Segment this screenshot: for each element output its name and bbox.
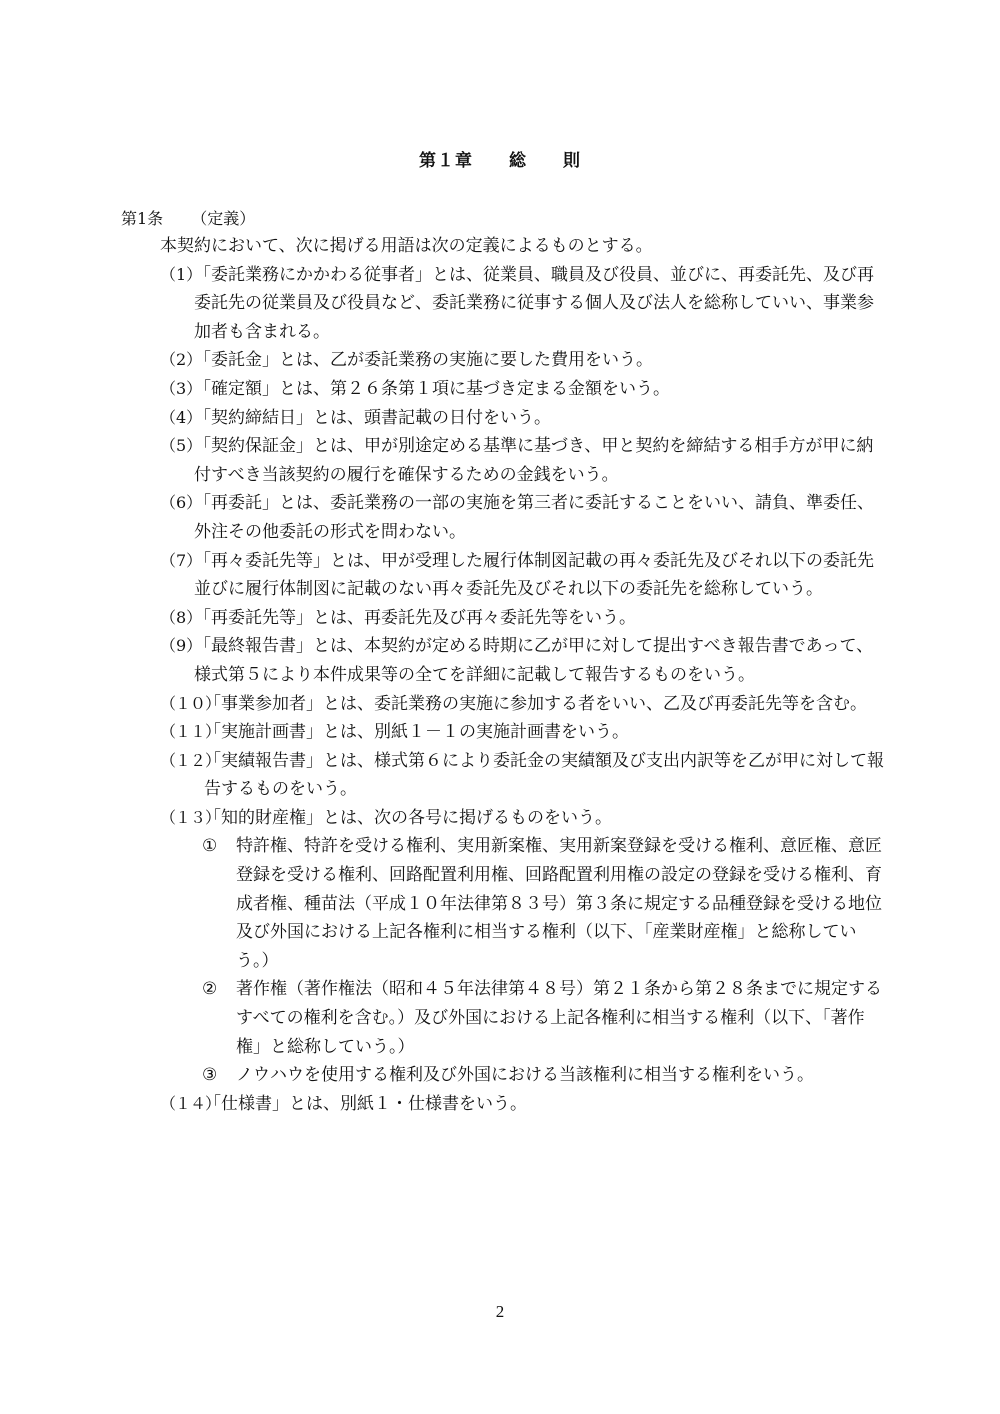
definition-number: （１２） — [160, 750, 221, 770]
definition-number: （8） — [160, 607, 203, 627]
definition-number: （3） — [160, 378, 203, 398]
definition-item — [120, 804, 890, 833]
definition-item — [120, 718, 890, 747]
definition-number: （１１） — [160, 722, 221, 742]
sub-item-number: ① — [202, 836, 218, 857]
article-heading — [121, 206, 255, 229]
definition-item — [120, 346, 890, 375]
definition-number: （4） — [160, 407, 203, 427]
article-body — [120, 232, 890, 1118]
definition-item — [120, 690, 890, 719]
definition-text: 「再委託先等」とは、再委託先及び再々委託先等をいう。 — [194, 607, 636, 628]
definition-item — [120, 432, 890, 489]
definition-text: 「実施計画書」とは、別紙１－１の実施計画書をいう。 — [204, 722, 629, 743]
definition-item — [120, 747, 890, 804]
definition-text: 「最終報告書」とは、本契約が定める時期に乙が甲に対して提出すべき報告書であって、様式第５により本件成果等の全てを詳細に記載して報告するものをいう。 — [194, 636, 874, 685]
definition-item — [120, 261, 890, 347]
article-number: 第1条 — [121, 209, 164, 228]
definition-text: 「再委託」とは、委託業務の一部の実施を第三者に委託することをいい、請負、準委任、外注その他委託の形式を問わない。 — [194, 493, 874, 542]
definition-text: 「契約締結日」とは、頭書記載の日付をいう。 — [194, 407, 551, 428]
article-title: （定義） — [191, 209, 256, 228]
definition-text: 「事業参加者」とは、委託業務の実施に参加する者をいい、乙及び再委託先等を含む。 — [204, 693, 867, 714]
sub-item-text: ノウハウを使用する権利及び外国における当該権利に相当する権利をいう。 — [236, 1065, 814, 1086]
definition-number: （5） — [160, 436, 203, 456]
definition-number: （１４） — [160, 1093, 221, 1113]
definition-item — [120, 632, 890, 689]
sub-item — [120, 832, 890, 975]
sub-item-text: 著作権（著作権法（昭和４５年法律第４８号）第２１条から第２８条までに規定するすべての権利を含む。）及び外国における上記各権利に相当する権利（以下、「著作権」と総称していう。） — [236, 979, 882, 1057]
sub-item — [120, 975, 890, 1061]
definition-text: 「知的財産権」とは、次の各号に掲げるものをいう。 — [204, 807, 612, 828]
definition-text: 「委託金」とは、乙が委託業務の実施に要した費用をいう。 — [194, 350, 653, 371]
definition-item — [120, 404, 890, 433]
definition-number: （9） — [160, 636, 203, 656]
page-number: 2 — [495, 1302, 505, 1321]
sub-item-number: ③ — [202, 1065, 218, 1086]
definition-item — [120, 1090, 890, 1119]
definition-text: 「契約保証金」とは、甲が別途定める基準に基づき、甲と契約を締結する相手方が甲に納付すべき当該契約の履行を確保するための金銭をいう。 — [194, 436, 874, 485]
sub-item — [120, 1061, 890, 1090]
chapter-title: 第１章 総 則 — [419, 151, 581, 171]
definition-number: （2） — [160, 350, 203, 370]
definition-item — [120, 375, 890, 404]
definition-text: 「再々委託先等」とは、甲が受理した履行体制図記載の再々委託先及びそれ以下の委託先並びに履行体制図に記載のない再々委託先及びそれ以下の委託先を総称していう。 — [194, 550, 874, 600]
sub-item-text: 特許権、特許を受ける権利、実用新案権、実用新案登録を受ける権利、意匠権、意匠登録を受ける権利、回路配置利用権、回路配置利用権の設定の登録を受ける権利、育成者権、種苗法（平成１０年法律第８３号）第３条に規定する品種登録を受ける地位及び外国における上記各権利に相当する権利（以下、「産業財産権」と総称していう。） — [236, 836, 882, 971]
definition-item — [120, 489, 890, 546]
definition-item — [120, 547, 890, 604]
definition-number: （１３） — [160, 807, 221, 827]
definition-text: 「実績報告書」とは、様式第６により委託金の実績額及び支出内訳等を乙が甲に対して報告するものをいう。 — [204, 750, 884, 800]
definition-text: 「仕様書」とは、別紙１・仕様書をいう。 — [204, 1093, 527, 1114]
definition-text: 「委託業務にかかわる従事者」とは、従業員、職員及び役員、並びに、再委託先、及び再委託先の従業員及び役員など、委託業務に従事する個人及び法人を総称していい、事業参加者も含まれる。 — [194, 264, 874, 342]
definition-text: 「確定額」とは、第２６条第１項に基づき定まる金額をいう。 — [194, 378, 670, 399]
definition-number: （1） — [160, 264, 203, 284]
sub-item-number: ② — [202, 979, 218, 1000]
article-intro: 本契約において、次に掲げる用語は次の定義によるものとする。 — [160, 236, 653, 256]
definition-number: （１０） — [160, 693, 221, 713]
definition-number: （7） — [160, 550, 203, 570]
definition-item — [120, 604, 890, 633]
definition-number: （6） — [160, 493, 203, 513]
